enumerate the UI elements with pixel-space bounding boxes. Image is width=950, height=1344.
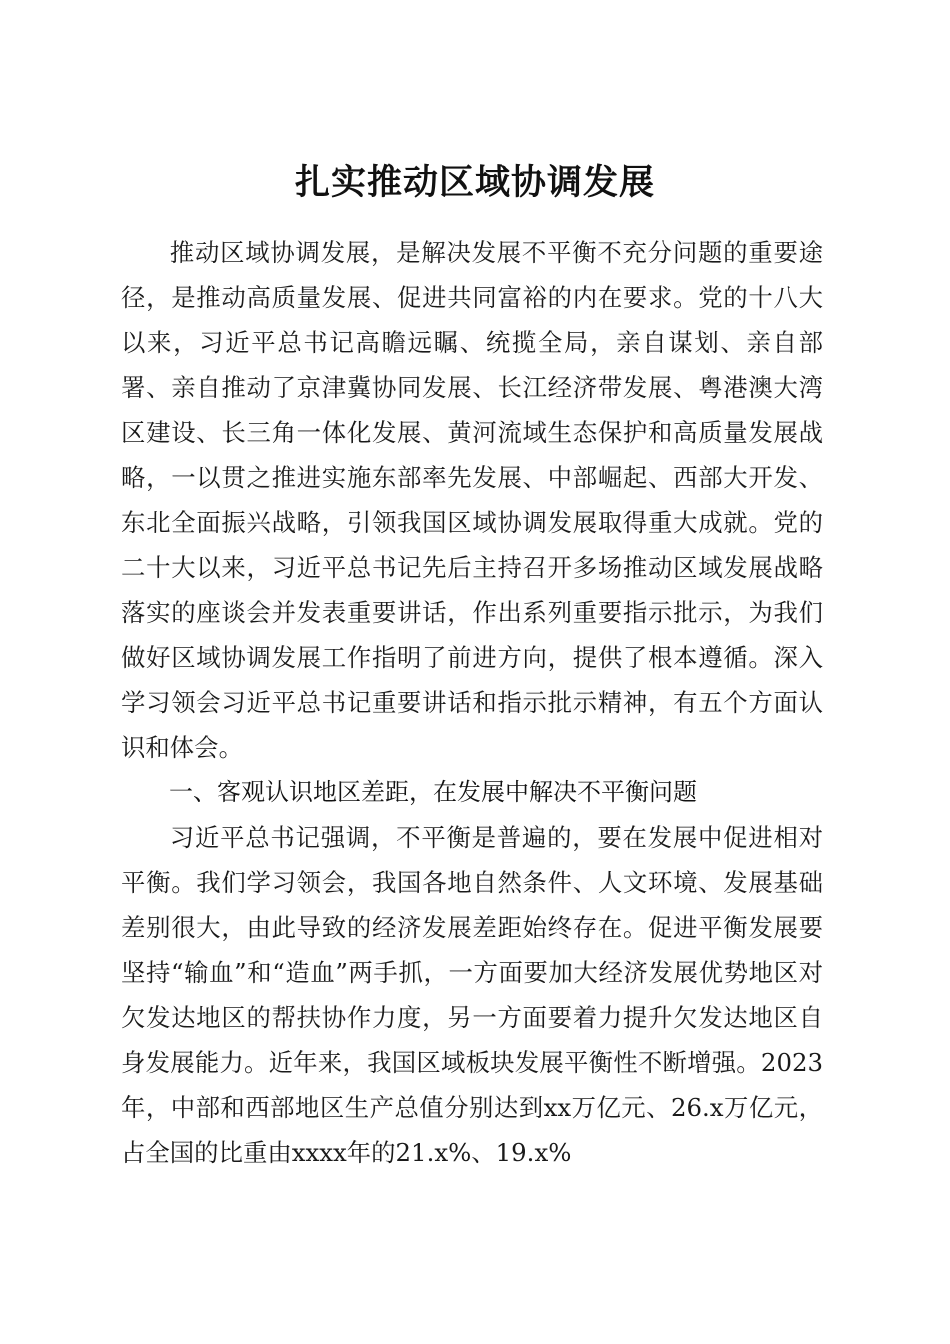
document-body (121, 230, 823, 1175)
section-1-paragraph: 习近平总书记强调，不平衡是普遍的，要在发展中促进相对平衡。我们学习领会，我国各地自然条件、人文环境、发展基础差别很大，由此导致的经济发展差距始终存在。促进平衡发展要坚持“输血”和“造血”两手抓，一方面要加大经济发展优势地区对欠发达地区的帮扶协作力度，另一方面要着力提升欠发达地区自身发展能力。近年来，我国区域板块发展平衡性不断增强。2023年，中部和西部地区生产总值分别达到xx万亿元、26.x万亿元，占全国的比重由xxxx年的21.x%、19.x% (121, 823, 823, 1167)
intro-paragraph: 推动区域协调发展，是解决发展不平衡不充分问题的重要途径，是推动高质量发展、促进共同富裕的内在要求。党的十八大以来，习近平总书记高瞻远瞩、统揽全局，亲自谋划、亲自部署、亲自推动了京津冀协同发展、长江经济带发展、粤港澳大湾区建设、长三角一体化发展、黄河流域生态保护和高质量发展战略，一以贯之推进实施东部率先发展、中部崛起、西部大开发、东北全面振兴战略，引领我国区域协调发展取得重大成就。党的二十大以来，习近平总书记先后主持召开多场推动区域发展战略落实的座谈会并发表重要讲话，作出系列重要指示批示，为我们做好区域协调发展工作指明了前进方向，提供了根本遵循。深入学习领会习近平总书记重要讲话和指示批示精神，有五个方面认识和体会。 (121, 238, 823, 762)
section-1-heading: 一、客观认识地区差距，在发展中解决不平衡问题 (169, 778, 697, 806)
document-title: 扎实推动区域协调发展 (294, 162, 655, 204)
